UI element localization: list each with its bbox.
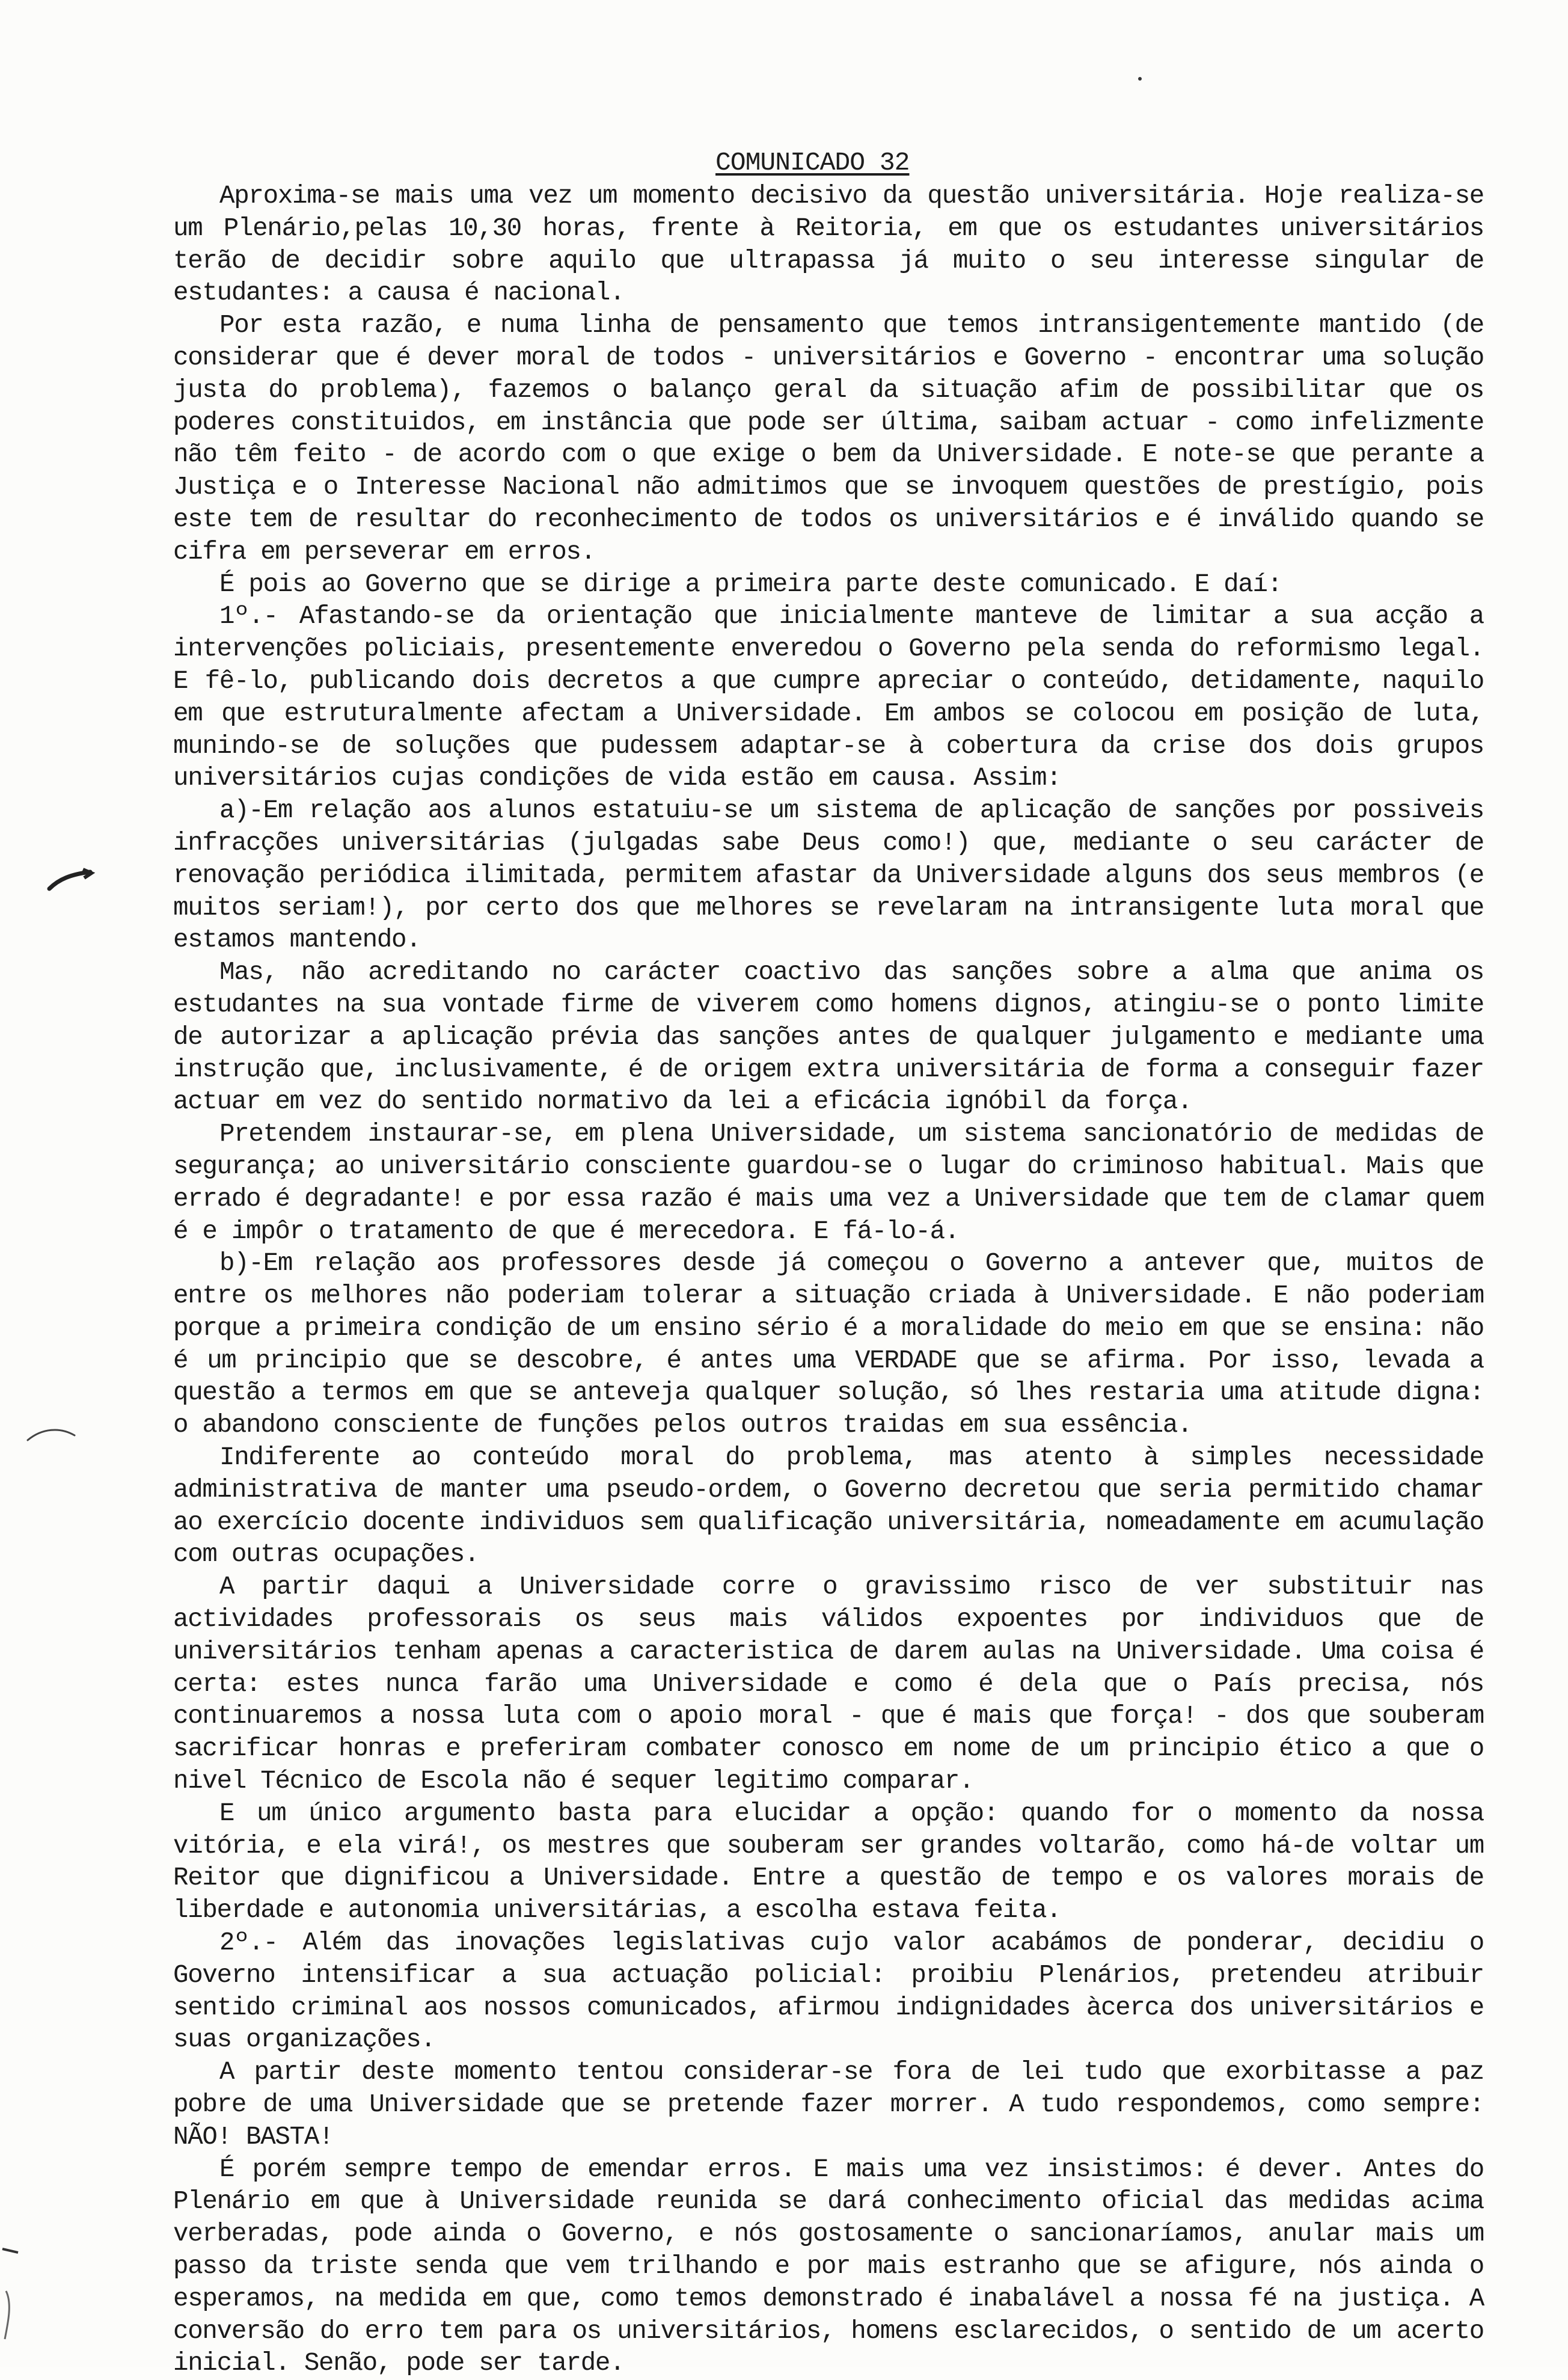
paragraph-5: a)-Em relação aos alunos estatuiu-se um sistema de aplicação de sanções por possiveis infracções universitárias (julgadas sabe Deus como!) que, mediante o seu carácter de renovação periódica ilimitada, permitem afastar da Universidade alguns dos seus membros (e muitos seriam!), por certo dos que melhores se revelaram na intransigente luta moral que estamos mantendo. <box>173 796 1484 955</box>
scan-speck <box>1138 77 1142 81</box>
paragraph-6: Mas, não acreditando no carácter coactivo das sanções sobre a alma que anima os estudantes na sua vontade firme de viverem como homens dignos, atingiu-se o ponto limite de autorizar a aplicação prévia das sanções antes de qualquer julgamento e mediante uma instrução que, inclusivamente, é de origem extra universitária de forma a conseguir fazer actuar em vez do sentido normativo da lei a eficácia ignóbil da força. <box>173 958 1484 1117</box>
margin-mark-2 <box>24 1422 78 1446</box>
paragraph-14: É porém sempre tempo de emendar erros. E mais uma vez insistimos: é dever. Antes do Plenário em que à Universidade reunida se dará conhecimento oficial das medidas acima verberadas, pode ainda o Governo, e nós gostosamente o sancionaríamos, anular mais um passo da triste senda que vem trilhando e por mais estranho que se afigure, nós ainda o esperamos, na medida em que, como temos demonstrado é inabalável a nossa fé na justiça. A conversão do erro tem para os universitários, homens esclarecidos, o sentido de um acerto inicial. Senão, pode ser tarde. <box>173 2155 1484 2378</box>
paragraph-2: Por esta razão, e numa linha de pensamento que temos intransigentemente mantido (de considerar que é dever moral de todos - universitários e Governo - encontrar uma solução justa do problema), fazemos o balanço geral da situação afim de possibilitar que os poderes constituidos, em instância que pode ser última, saibam actuar - como infelizmente não têm feito - de acordo com o que exige o bem da Universidade. E note-se que perante a Justiça e o Interesse Nacional não admitimos que se invoquem questões de prestígio, pois este tem de resultar do reconhecimento de todos os universitários e é inválido quando se cifra em perseverar em erros. <box>173 311 1484 566</box>
paragraph-11: E um único argumento basta para elucidar a opção: quando for o momento da nossa vitória, e ela virá!, os mestres que souberam ser grandes voltarão, como há-de voltar um Reitor que dignificou a Universidade. Entre a questão de tempo e os valores morais de liberdade e autonomia universitárias, a escolha estava feita. <box>173 1799 1484 1925</box>
paragraph-12: 2º.- Além das inovações legislativas cujo valor acabámos de ponderar, decidiu o Governo intensificar a sua actuação policial: proibiu Plenários, pretendeu atribuir sentido criminal aos nossos comunicados, afirmou indignidades àcerca dos universitários e suas organizações. <box>173 1928 1484 2055</box>
paragraph-9: Indiferente ao conteúdo moral do problema, mas atento à simples necessidade administrativa de manter uma pseudo-ordem, o Governo decretou que seria permitido chamar ao exercício docente individuos sem qualificação universitária, nomeadamente em acumulação com outras ocupações. <box>173 1443 1484 1569</box>
paragraph-8: b)-Em relação aos professores desde já começou o Governo a antever que, muitos de entre os melhores não poderiam tolerar a situação criada à Universidade. E não poderiam porque a primeira condição de um ensino sério é a moralidade do meio em que se ensina: não é um principio que se descobre, é antes uma VERDADE que se afirma. Por isso, levada a questão a termos em que se anteveja qualquer solução, só lhes restaria uma atitude digna: o abandono consciente de funções pelos outros traidas em sua essência. <box>173 1249 1484 1440</box>
paragraph-7: Pretendem instaurar-se, em plena Universidade, um sistema sancionatório de medidas de segurança; ao universitário consciente guardou-se o lugar do criminoso habitual. Mais que errado é degradante! e por essa razão é mais uma vez a Universidade que tem de clamar quem é e impôr o tratamento de que é merecedora. E fá-lo-á. <box>173 1120 1484 1246</box>
document-title: COMUNICADO 32 <box>715 148 910 177</box>
paragraph-1: Aproxima-se mais uma vez um momento decisivo da questão universitária. Hoje realiza-se um Plenário,pelas 10,30 horas, frente à Reitoria, em que os estudantes universitários terão de decidir sobre aquilo que ultrapassa já muito o seu interesse singular de estudantes: a causa é nacional. <box>173 182 1484 308</box>
margin-mark-1 <box>47 866 95 896</box>
paragraph-4: 1º.- Afastando-se da orientação que inicialmente manteve de limitar a sua acção a intervenções policiais, presentemente enveredou o Governo pela senda do reformismo legal. E fê-lo, publicando dois decretos a que cumpre apreciar o conteúdo, detidamente, naquilo em que estruturalmente afectam a Universidade. Em ambos se colocou em posição de luta, munindo-se de soluções que pudessem adaptar-se à cobertura da crise dos dois grupos universitários cujas condições de vida estão em causa. Assim: <box>173 602 1484 793</box>
paragraph-3: É pois ao Governo que se dirige a primeira parte deste comunicado. E daí: <box>219 569 1282 599</box>
document-body <box>173 180 1484 2380</box>
margin-mark-3 <box>0 2237 36 2357</box>
paragraph-10: A partir daqui a Universidade corre o gravissimo risco de ver substituir nas actividades professorais os seus mais válidos expoentes por individuos que de universitários tenham apenas a caracteristica de darem aulas na Universidade. Uma coisa é certa: estes nunca farão uma Universidade e como é dela que o País precisa, nós continuaremos a nossa luta com o apoio moral - que é mais que força! - dos que souberam sacrificar honras e preferiram combater conosco em nome de um principio ético a que o nivel Técnico de Escola não é sequer legitimo comparar. <box>173 1572 1484 1796</box>
paragraph-13: A partir deste momento tentou considerar-se fora de lei tudo que exorbitasse a paz pobre de uma Universidade que se pretende fazer morrer. A tudo respondemos, como sempre: NÃO! BASTA! <box>173 2058 1484 2152</box>
